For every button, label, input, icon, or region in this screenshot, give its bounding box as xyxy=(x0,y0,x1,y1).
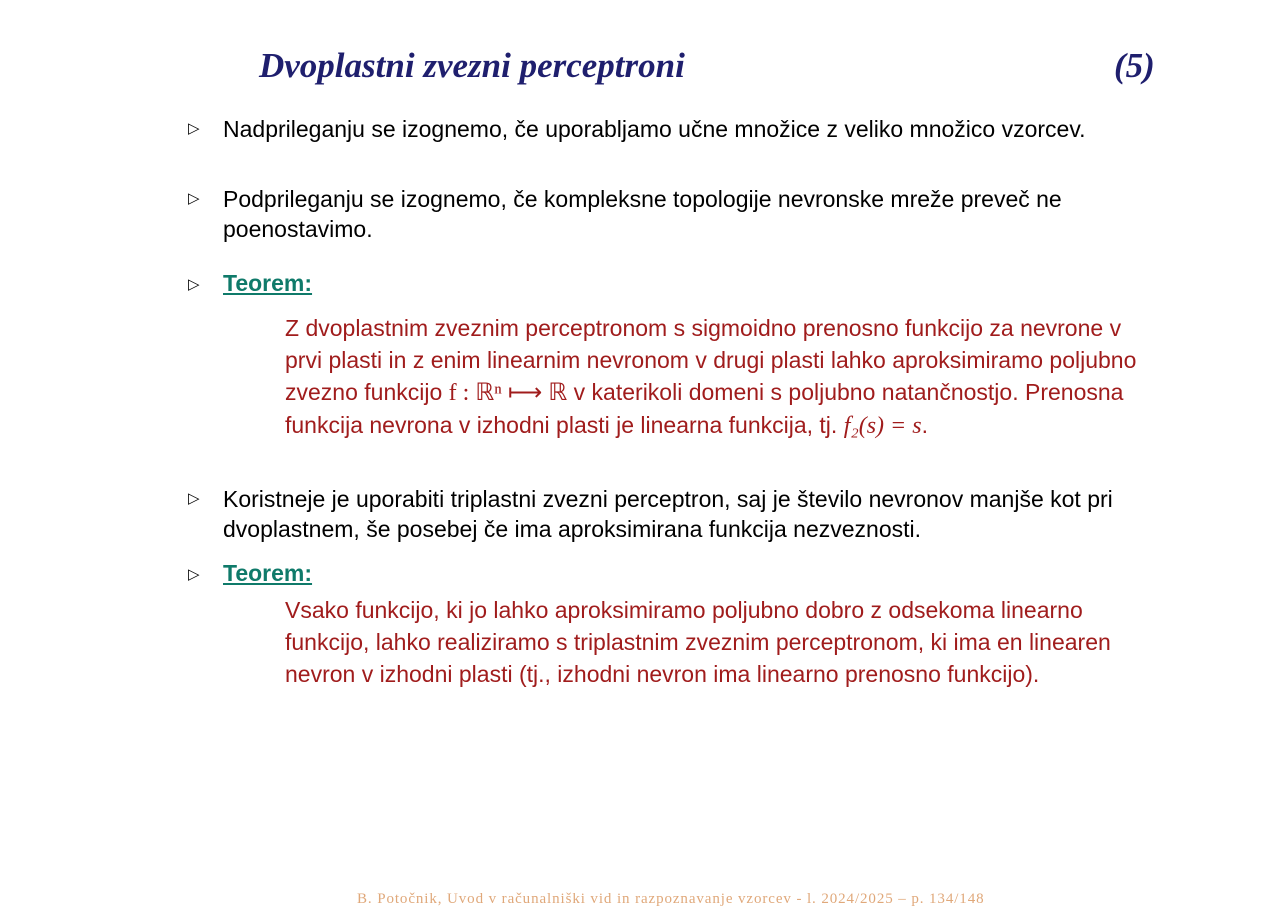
math-linear-function: f₂(s) = s xyxy=(843,413,922,439)
theorem-1-text xyxy=(285,312,1155,442)
slide-number: (5) xyxy=(1114,46,1155,85)
triangle-bullet-icon: ▷ xyxy=(188,565,200,583)
triangle-bullet-icon: ▷ xyxy=(188,489,200,507)
bullet-text-triplastni: Koristneje je uporabiti triplastni zvezni perceptron, saj je število nevronov manjše kot pri dvoplastnem, še posebej če ima aproksimirana funkcija nezveznosti. xyxy=(223,486,1113,542)
theorem-label: Teorem: xyxy=(223,270,313,296)
math-function-mapping: f : ℝⁿ ⟼ ℝ xyxy=(448,380,568,406)
triangle-bullet-icon: ▷ xyxy=(188,275,200,293)
footer: B. Potočnik, Uvod v računalniški vid in razpoznavanje vzorcev - l. 2024/2025 – p. 134/148 xyxy=(357,891,985,907)
triangle-bullet-icon: ▷ xyxy=(188,189,200,207)
bullet-text-overfitting: Nadprileganju se izognemo, če uporabljamo učne množice z veliko množico vzorcev. xyxy=(223,116,1086,142)
slide-title: Dvoplastni zvezni perceptroni xyxy=(259,46,685,85)
theorem-label: Teorem: xyxy=(223,560,313,586)
theorem-2-text: Vsako funkcijo, ki jo lahko aproksimiramo poljubno dobro z odsekoma linearno funkcijo, lahko realiziramo s triplastnim zveznim perceptronom, ki ima en linearen nevron v izhodni plasti (tj., izhodni nevron ima linearno prenosno funkcijo). xyxy=(285,597,1111,687)
theorem-1-text-part: v katerikoli domeni s poljubno natančnostjo. Prenosna funkcija nevrona v izhodni plasti je linearna funkcija, tj. xyxy=(285,379,1124,438)
bullet-text-underfitting: Podprileganju se izognemo, če kompleksne topologije nevronske mreže preveč ne poenostavimo. xyxy=(223,186,1062,242)
theorem-1-text-part: . xyxy=(921,412,928,438)
triangle-bullet-icon: ▷ xyxy=(188,119,200,137)
theorem-1-text-part: Z dvoplastnim zveznim perceptronom s sigmoidno prenosno funkcijo za nevrone v prvi plasti in z enim linearnim nevronom v drugi plasti lahko aproksimiramo poljubno zvezno funkcijo xyxy=(285,315,1137,405)
